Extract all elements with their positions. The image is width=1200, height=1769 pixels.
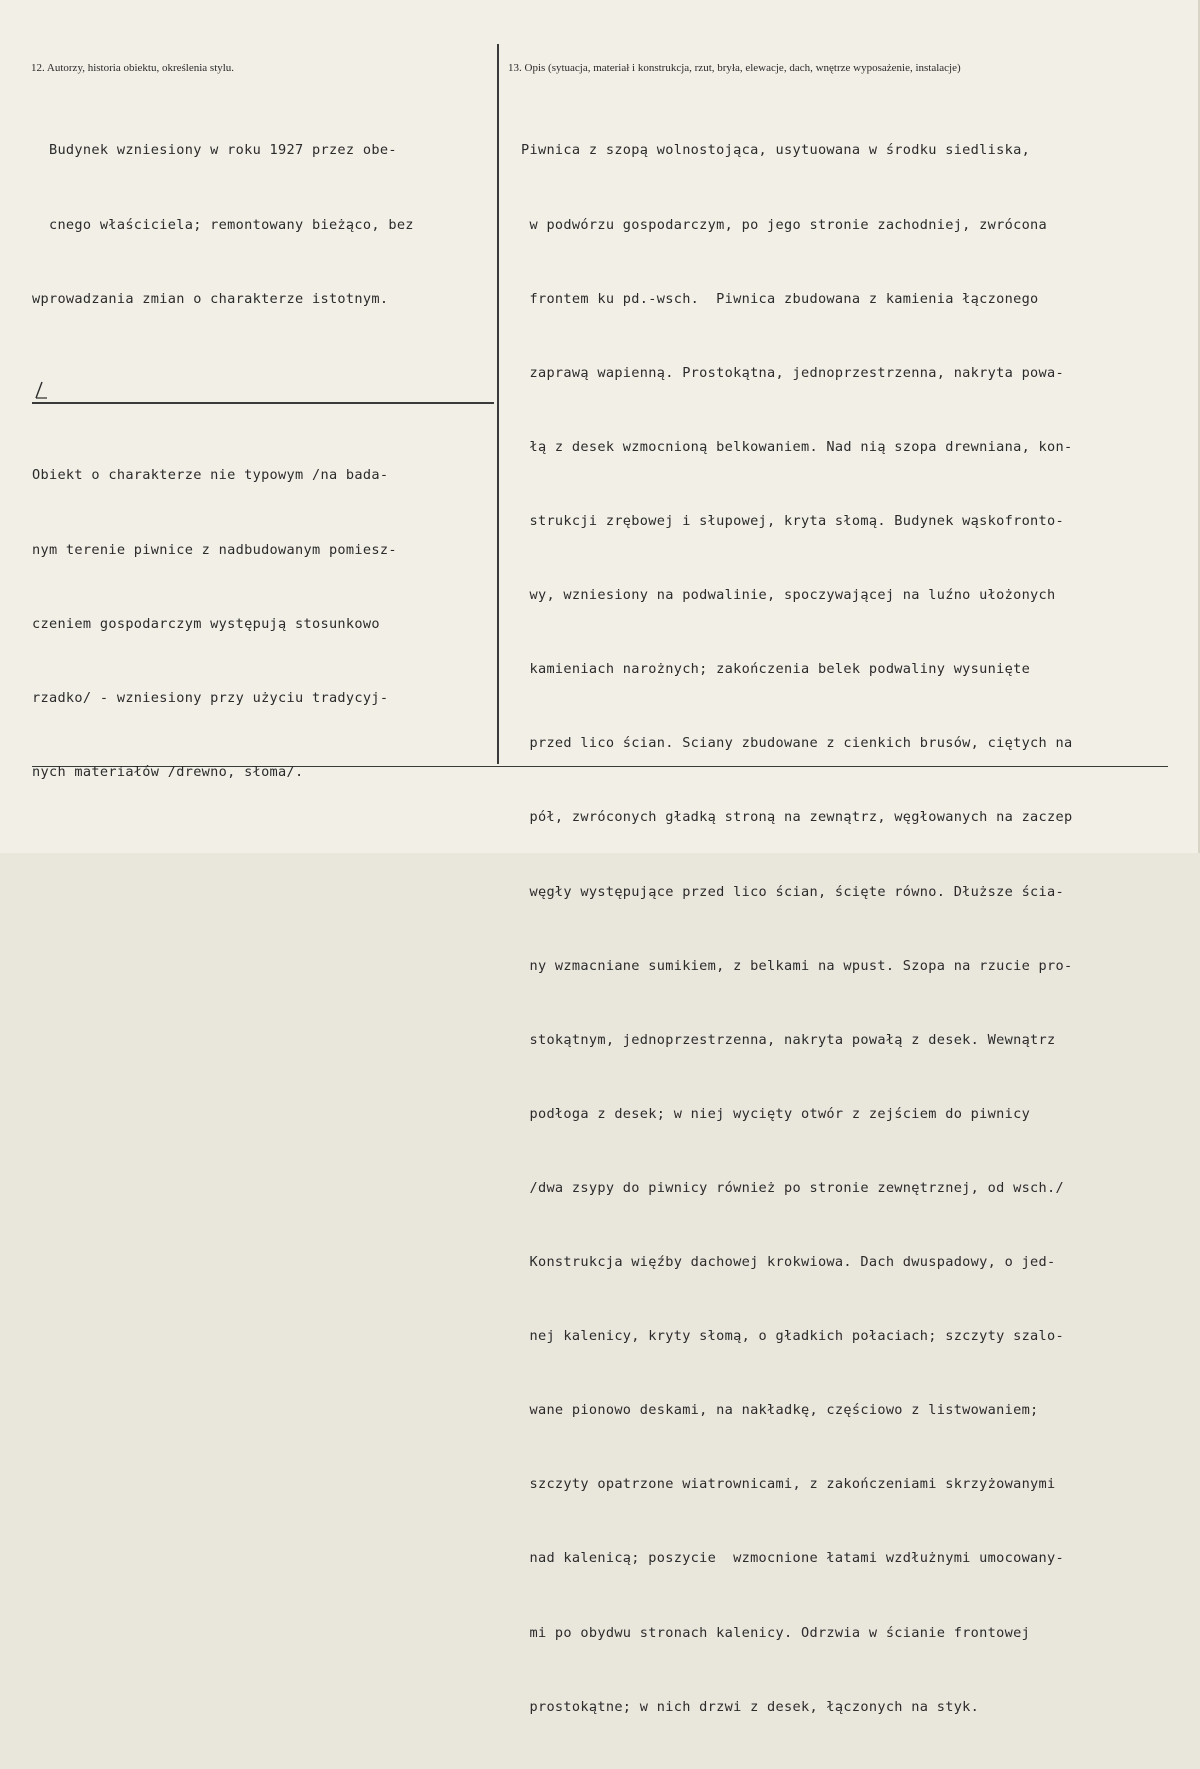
text-line: kamieniach narożnych; zakończenia belek podwaliny wysunięte [521, 661, 1031, 678]
text-line: podłoga z desek; w niej wycięty otwór z zejściem do piwnicy [521, 1105, 1031, 1122]
text-line: nych materiałów /drewno, słoma/. [32, 763, 304, 780]
text-line: nej kalenicy, kryty słomą, o gładkich połaciach; szczyty szalo- [521, 1328, 1064, 1345]
text-line: wy, wzniesiony na podwalinie, spoczywającej na luźno ułożonych [521, 587, 1056, 604]
slash-mark-icon [30, 380, 48, 402]
text-line: ny wzmacniane sumikiem, z belkami na wpust. Szopa na rzucie pro- [521, 957, 1073, 974]
text-line: węgły występujące przed lico ścian, ścięte równo. Dłuższe ścia- [521, 883, 1064, 900]
text-line: stokątnym, jednoprzestrzenna, nakryta powałą z desek. Wewnątrz [521, 1031, 1056, 1048]
text-line: /dwa zsypy do piwnicy również po stronie zewnętrznej, od wsch./ [521, 1179, 1064, 1196]
text-line: Budynek wzniesiony w roku 1927 przez obe- [32, 142, 397, 159]
text-line: wane pionowo deskami, na nakładkę, częściowo z listwowaniem; [521, 1402, 1039, 1419]
text-line: Obiekt o charakterze nie typowym /na bada- [32, 467, 389, 484]
field-12-text [32, 89, 414, 361]
field-13-text [521, 89, 1072, 1769]
text-line: przed lico ścian. Sciany zbudowane z cienkich brusów, ciętych na [521, 735, 1073, 752]
column-divider [497, 44, 499, 764]
text-line: zaprawą wapienną. Prostokątna, jednoprzestrzenna, nakryta powa- [521, 364, 1064, 381]
text-line: nad kalenicą; poszycie wzmocnione łatami wzdłużnymi umocowany- [521, 1550, 1064, 1567]
text-line: prostokątne; w nich drzwi z desek, łączonych na styk. [521, 1698, 980, 1715]
text-line: Konstrukcja więźby dachowej krokwiowa. Dach dwuspadowy, o jed- [521, 1254, 1056, 1271]
text-line: w podwórzu gospodarczym, po jego stronie zachodniej, zwrócona [521, 216, 1048, 233]
left-section-rule [32, 402, 494, 404]
text-line: frontem ku pd.-wsch. Piwnica zbudowana z kamienia łączonego [521, 290, 1039, 307]
text-line: Piwnica z szopą wolnostojąca, usytuowana w środku siedliska, [521, 142, 1031, 159]
text-line: mi po obydwu stronach kalenicy. Odrzwia w ścianie frontowej [521, 1624, 1031, 1641]
text-line: łą z desek wzmocnioną belkowaniem. Nad nią szopa drewniana, kon- [521, 438, 1073, 455]
text-line: pół, zwróconych gładką stroną na zewnątrz, węgłowanych na zaczep [521, 809, 1073, 826]
text-line: strukcji zrębowej i słupowej, kryta słomą. Budynek wąskofronto- [521, 512, 1064, 529]
text-line: czeniem gospodarczym występują stosunkowo [32, 615, 380, 632]
text-line: cnego właściciela; remontowany bieżąco, bez [32, 216, 414, 233]
text-line: szczyty opatrzone wiatrownicami, z zakończeniami skrzyżowanymi [521, 1476, 1056, 1493]
text-line: wprowadzania zmian o charakterze istotnym. [32, 290, 389, 307]
text-line: rzadko/ - wzniesiony przy użyciu tradycyj- [32, 689, 389, 706]
field-12-note-text [32, 414, 397, 834]
field-12-label: 12. Autorzy, historia obiektu, określenia stylu. [31, 62, 235, 74]
field-13-label: 13. Opis (sytuacja, materiał i konstrukcja, rzut, bryła, elewacje, dach, wnętrze wyposażenie, instalacje) [508, 62, 961, 74]
text-line: nym terenie piwnice z nadbudowanym pomiesz- [32, 541, 397, 558]
